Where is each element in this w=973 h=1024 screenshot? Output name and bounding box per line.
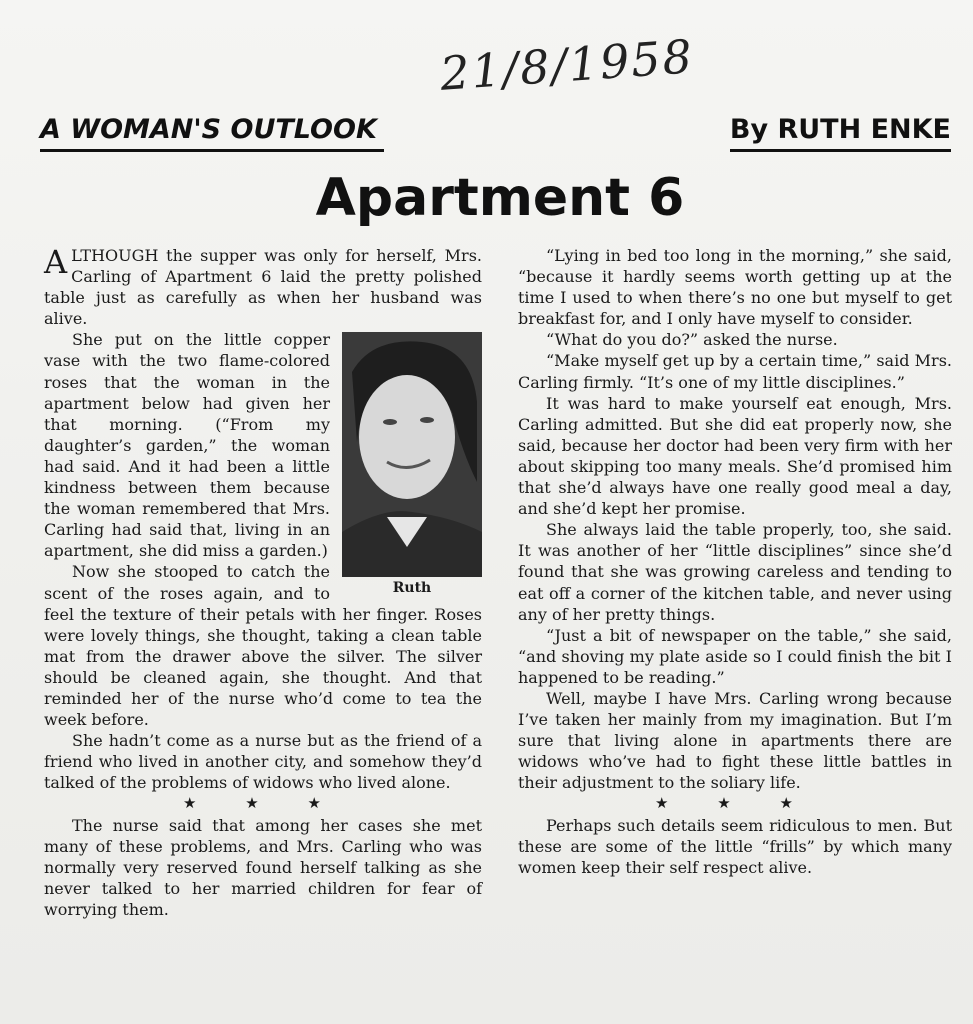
paragraph: It was hard to make yourself eat enough, Mrs. Carling admitted. But she did eat properly now, she said, because her doctor had been very firm with her about skipping too many meals. She’d promised him that she’d always have one really good meal a day, and she’d kept her promise. [518, 393, 952, 519]
paragraph: She always laid the table properly, too, she said. It was another of her “little disciplines” since she’d found that she was growing careless and tending to eat off a corner of the kitchen table, and never using any of her pretty things. [518, 520, 952, 624]
article-headline: Apartment 6 [315, 168, 685, 228]
paragraph-text: LTHOUGH the supper was only for herself, Mrs. Carling of Apartment 6 laid the pretty polished table just as carefully as when her husband was alive. [44, 246, 482, 329]
byline: By RUTH ENKE [730, 114, 951, 152]
paragraph [44, 245, 482, 329]
photo-caption: Ruth [392, 580, 432, 597]
paragraph: “What do you do?” asked the nurse. [546, 330, 838, 350]
paragraph: Now she stooped to catch the scent of the roses again, and to feel the texture of their petals with her finger. Roses were lovely things, she thought, taking a clean table mat from the drawer above the silver. The silver should be cleaned again, she thought. And that reminded her of the nurse who’d come to tea the week before. [44, 562, 482, 730]
paragraph: The nurse said that among her cases she met many of these problems, and Mrs. Carling who was normally very reserved found herself talking as she never talked to her married children for fear of worrying them. [44, 815, 482, 919]
right-column [518, 245, 952, 878]
paragraph: Well, maybe I have Mrs. Carling wrong because I’ve taken her mainly from my imagination. But I’m sure that living alone in apartments there are widows who’ve had to fight these little battles in their adjustment to the soliary life. [518, 688, 952, 793]
left-column [44, 245, 482, 920]
author-photo [342, 332, 482, 577]
author-photo-block [342, 332, 482, 597]
drop-cap: A [44, 243, 68, 281]
section-divider-stars: ★ ★ ★ [655, 794, 815, 813]
paragraph: “Just a bit of newspaper on the table,” she said, “and shoving my plate aside so I could finish the bit I happened to be reading.” [518, 625, 952, 687]
paragraph: She put on the little copper vase with the two flame-colored roses that the woman in the apartment below had given her that morning. (“From my daughter’s garden,” the woman had said. And it had been a little kindness between them because the woman remembered that Mrs. Carling had said that, living in an apartment, she did miss a garden.) [44, 330, 330, 561]
paragraph: She hadn’t come as a nurse but as the friend of a friend who lived in another city, and somehow they’d talked of the problems of widows who lived alone. [44, 731, 482, 793]
section-divider-stars: ★ ★ ★ [183, 794, 343, 813]
paragraph: Perhaps such details seem ridiculous to men. But these are some of the little “frills” by which many women keep their self respect alive. [518, 815, 952, 877]
handwritten-date: 21/8/1958 [438, 29, 696, 101]
column-title: A WOMAN'S OUTLOOK [40, 114, 384, 152]
paragraph: “Make myself get up by a certain time,” said Mrs. Carling firmly. “It’s one of my little disciplines.” [518, 351, 952, 392]
paragraph: “Lying in bed too long in the morning,” she said, “because it hardly seems worth getting up at the time I used to when there’s no one but myself to get breakfast for, and I only have myself to consider. [518, 246, 952, 329]
